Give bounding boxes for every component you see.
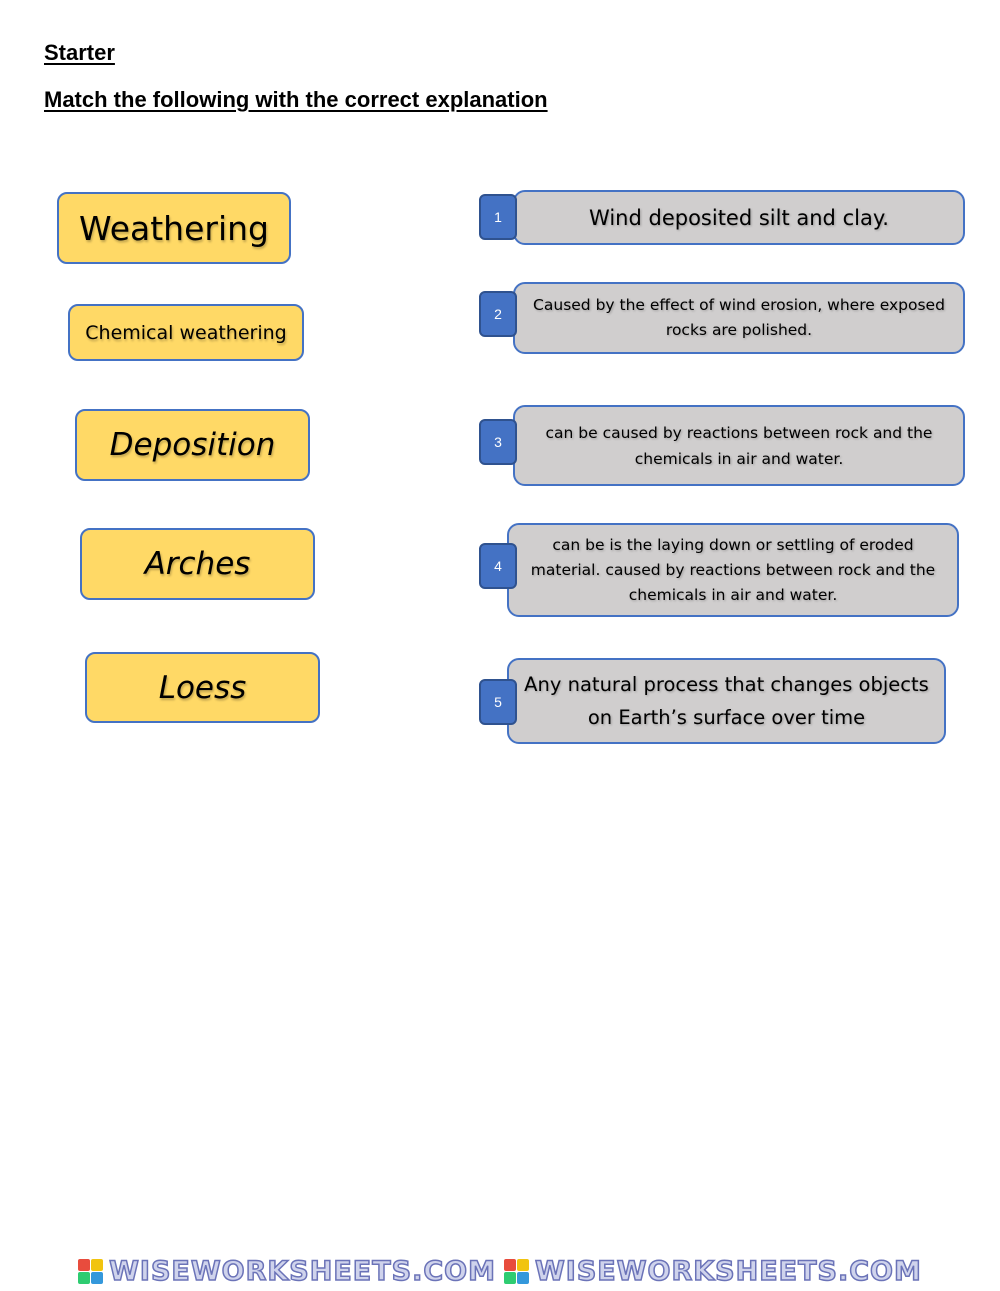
term-card-arches[interactable] — [80, 528, 315, 600]
explanation-card-5 — [507, 658, 946, 744]
explanation-card-1 — [513, 190, 965, 245]
explanation-text: can be is the laying down or settling of eroded material. caused by reactions between rock and the chemicals in air and water. — [530, 535, 936, 604]
term-card-weathering[interactable] — [57, 192, 291, 264]
explanation-text: Caused by the effect of wind erosion, where exposed rocks are polished. — [533, 296, 945, 339]
term-card-deposition[interactable] — [75, 409, 310, 481]
match-target-2[interactable]: 2 — [479, 291, 517, 337]
watermark-group — [78, 1256, 496, 1287]
starter-heading: Starter — [44, 40, 115, 65]
watermark-text: WISEWORKSHEETS.COM — [535, 1256, 922, 1287]
explanation-card-2 — [513, 282, 965, 354]
explanation-text: Any natural process that changes objects on Earth’s surface over time — [524, 673, 929, 729]
match-target-4[interactable]: 4 — [479, 543, 517, 589]
explanation-text: Wind deposited silt and clay. — [589, 205, 889, 230]
explanation-card-4 — [507, 523, 959, 617]
match-target-5[interactable]: 5 — [479, 679, 517, 725]
term-card-loess[interactable] — [85, 652, 320, 723]
match-target-1[interactable]: 1 — [479, 194, 517, 240]
term-label: Arches — [144, 546, 251, 582]
explanation-card-3 — [513, 405, 965, 486]
footer-watermark — [0, 1252, 1000, 1291]
wiseworksheets-logo-icon — [78, 1259, 103, 1284]
wiseworksheets-logo-icon — [504, 1259, 529, 1284]
term-label: Weathering — [79, 208, 269, 248]
instruction-heading: Match the following with the correct explanation — [44, 87, 548, 112]
watermark-text: WISEWORKSHEETS.COM — [109, 1256, 496, 1287]
term-label: Deposition — [109, 427, 276, 463]
term-label: Chemical weathering — [85, 321, 287, 344]
watermark-group — [504, 1256, 922, 1287]
explanation-text: can be caused by reactions between rock and the chemicals in air and water. — [545, 423, 933, 468]
term-card-chemical-weathering[interactable] — [68, 304, 304, 361]
term-label: Loess — [158, 669, 247, 706]
match-target-3[interactable]: 3 — [479, 419, 517, 465]
